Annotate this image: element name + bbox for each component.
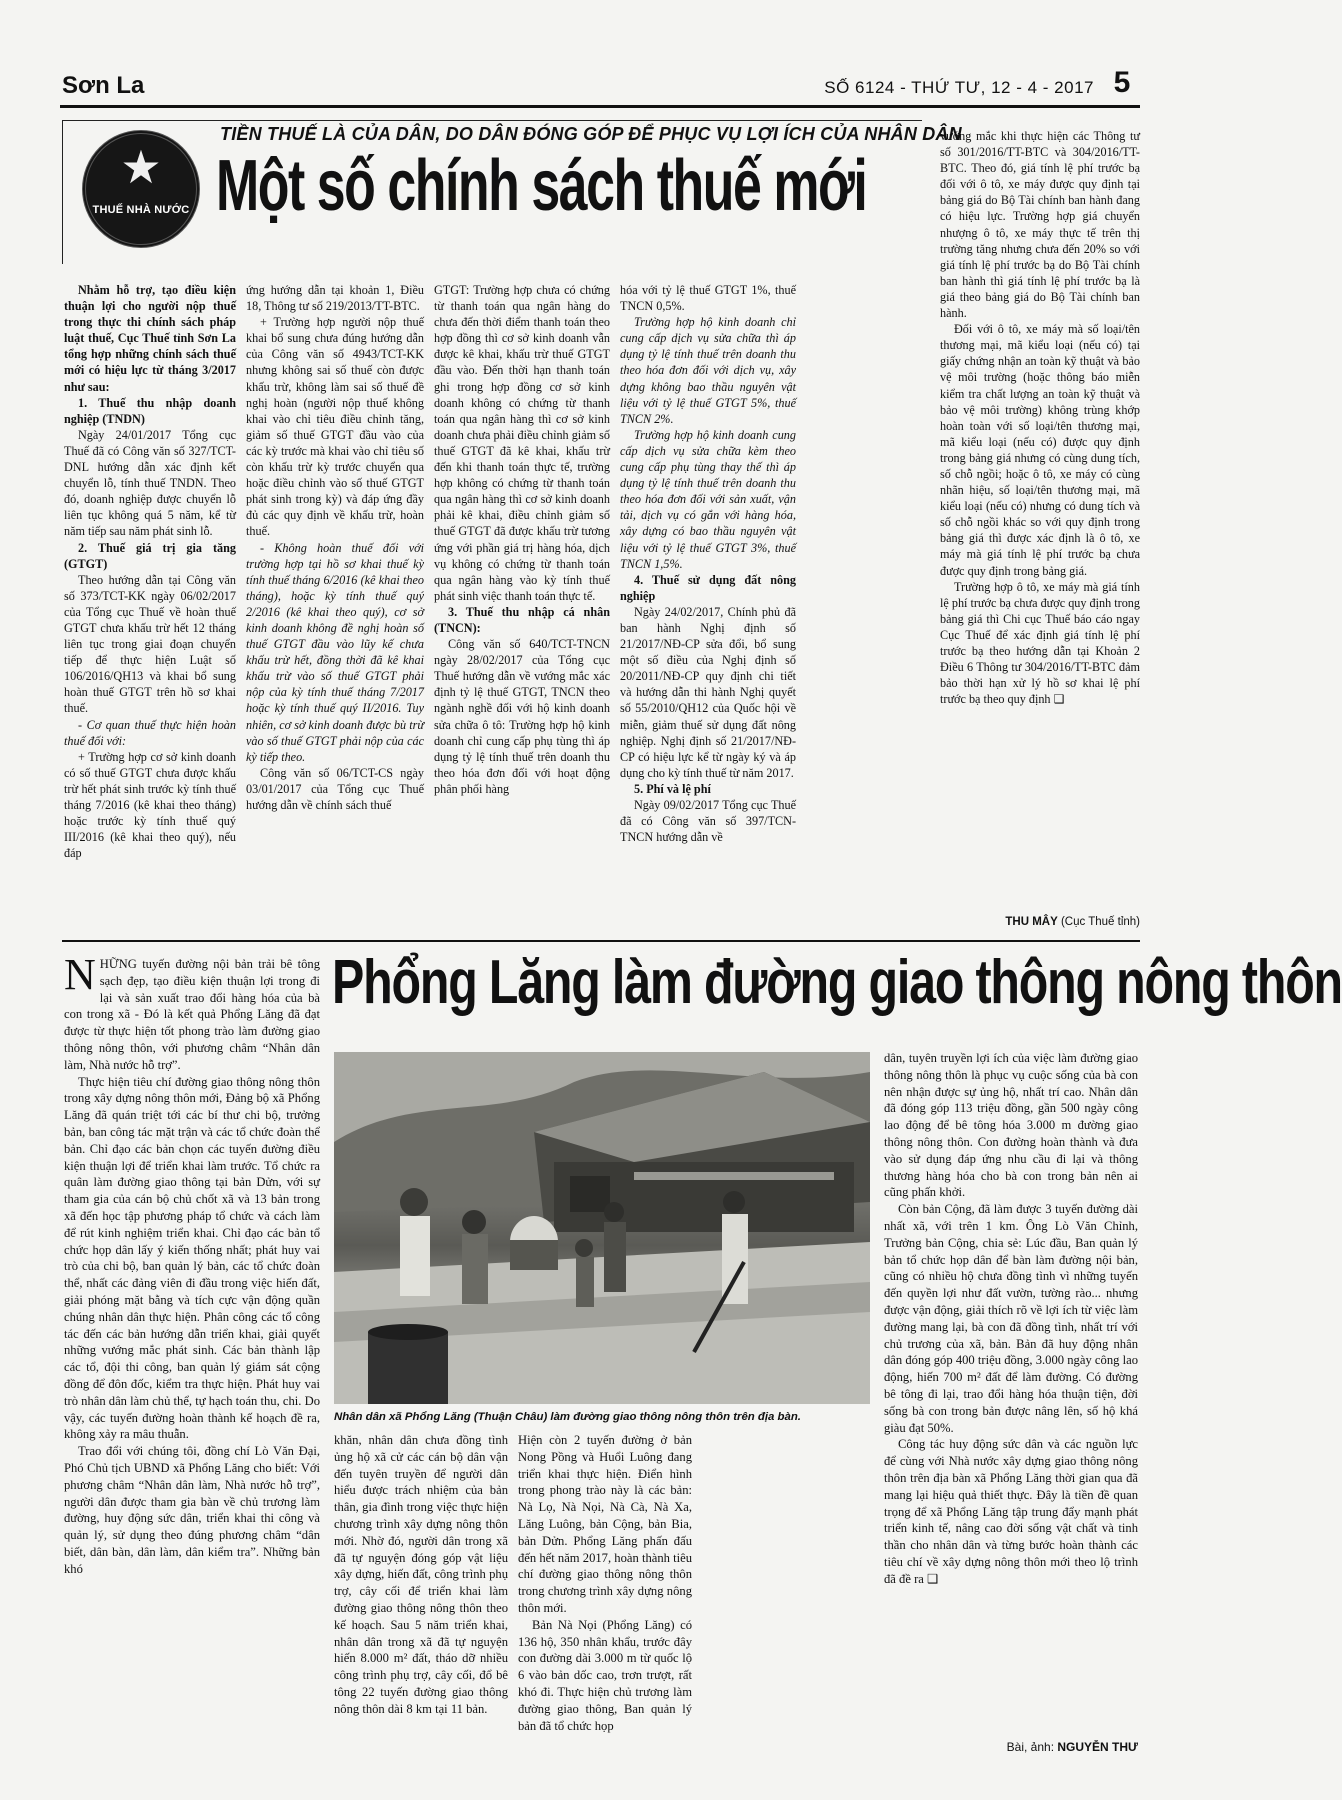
article1-paragraph: + Trường hợp cơ sở kinh doanh có số thuế GTGT chưa được khấu trừ hết phát sinh trước kỳ tính thuế tháng 7/2016 (kê khai theo tháng) hoặc trước kỳ tính thuế quý III/2016 (kê khai theo quý), nếu đáp (64, 749, 236, 861)
article1-paragraph: Ngày 24/02/2017, Chính phủ đã ban hành Nghị định số 21/2017/NĐ-CP sửa đổi, bổ sung một số điều của Nghị định số 20/2011/NĐ-CP quy định chi tiết và hướng dẫn thi hành Nghị quyết số 55/2010/QH12 của Quốc hội về miễn, giảm thuế sử dụng đất nông nghiệp. Nghị định số 21/2017/NĐ-CP có hiệu lực kể từ ngày ký và áp dụng cho kỳ tính thuế từ năm 2017. (620, 604, 796, 780)
article1-column-4 (620, 282, 796, 914)
article1-byline-org: (Cục Thuế tỉnh) (1057, 916, 1140, 928)
article1-paragraph: Trường hợp hộ kinh doanh cung cấp dịch vụ sửa chữa kèm theo cung cấp phụ tùng thay thế thì áp dụng tỷ lệ tính thuế trên doanh thu theo hóa đơn đối với sản xuất, vận tải, dịch vụ có gắn với hàng hóa, xây dựng có bao thầu nguyên vật liệu với tỷ lệ thuế GTGT 3%, thuế TNCN 1,5%. (620, 427, 796, 571)
article2-column-4 (884, 1050, 1138, 1736)
badge-text: THUẾ NHÀ NƯỚC (92, 204, 190, 216)
article1-paragraph: Ngày 24/01/2017 Tổng cục Thuế đã có Công văn số 327/TCT-DNL hướng dẫn xác định kết chuyển lỗ, tính thuế TNDN. Theo đó, doanh nghiệp được chuyển lỗ liên tục không quá 5 năm, kể từ năm tiếp sau năm phát sinh lỗ. (64, 427, 236, 539)
article2-paragraph: Công tác huy động sức dân và các nguồn lực để cùng với Nhà nước xây dựng giao thông nông thôn trên địa bàn xã Phổng Lăng thời gian qua đã mang lại hiệu quả thiết thực. Đây là tiền đề quan trọng để xã Phổng Lăng tập trung đẩy mạnh phát triển kinh tế, nâng cao đời sống vật chất và tinh thần cho nhân dân và từng bước hoàn thành các tiêu chí về xây dựng nông thôn mới theo lộ trình đã đề ra ❑ (884, 1437, 1138, 1586)
article2-paragraph: Còn bản Cộng, đã làm được 3 tuyến đường dài nhất xã, với trên 1 km. Ông Lò Văn Chỉnh, Trưởng bản Cộng, chia sẻ: Lúc đầu, Ban quản lý bản tổ chức họp dân để bàn làm đường nội bản, cũng có nhiều hộ chưa đồng tình vì những tuyến đến quyền lợi như đất vườn, tường rào... nhưng được vận động, giải thích rõ về lợi ích từ việc làm đường mang lại, bà con đã đồng tình, nhất trí với chủ trương của xã, bản. Bản đã huy động nhân dân đóng góp 400 triệu đồng, 3.000 ngày công lao động, hiến 700 m² đất để làm đường. Có đường bê tông đi lại, trao đổi hàng hóa thuận tiện, đời sống bà con trong bản được nâng lên, số hộ khá giàu đạt 50%. (884, 1202, 1138, 1435)
article1-column-3 (434, 282, 610, 914)
article1-paragraph: vướng mắc khi thực hiện các Thông tư số 301/2016/TT-BTC và 304/2016/TT-BTC. Theo đó, giá tính lệ phí trước bạ đối với ô tô, xe máy được quy định tại bảng giá do Bộ Tài chính ban hành đang có hiệu lực. Trường hợp giá chuyển nhượng ô tô, xe máy thực tế trên thị trường tăng nhưng chưa đến 20% so với giá tính lệ phí trước bạ do Bộ Tài chính ban hành thì giá tính lệ phí trước bạ là giá theo bảng giá do Bộ Tài chính ban hành. (940, 129, 1140, 321)
article1-subhead: 4. Thuế sử dụng đất nông nghiệp (620, 572, 796, 603)
article2-column-2 (334, 1432, 508, 1736)
page-number: 5 (1113, 66, 1131, 99)
masthead (60, 66, 1140, 108)
issue-line: SỐ 6124 - THỨ TƯ, 12 - 4 - 2017 (824, 78, 1094, 97)
article2-column-3 (518, 1432, 692, 1736)
article-divider (62, 940, 1140, 942)
article2-paragraph: Hiện còn 2 tuyến đường ở bản Nong Pồng và Huổi Luông đang triển khai thực hiện. Điển hình trong phong trào này là các bản: Nà Lọ, Nà Nọi, Nà Cà, Nà Xa, Lăng Luông, bản Cộng, bản Bia, bản Dửn. Phổng Lăng phấn đấu đến hết năm 2017, hoàn thành tiêu chí đường giao thông nông thôn trong chương trình xây dựng nông thôn mới. (518, 1433, 692, 1615)
article1-paragraph: Trường hợp hộ kinh doanh chỉ cung cấp dịch vụ sửa chữa thì áp dụng tỷ lệ tính thuế trên doanh thu theo hóa đơn đối với dịch vụ, xây dựng không bao thầu nguyên vật liệu với tỷ lệ thuế GTGT 5%, thuế TNCN 2%. (620, 315, 796, 426)
star-icon: ★ (120, 140, 162, 194)
article1-byline (900, 916, 1140, 928)
article1-paragraph: hóa với tỷ lệ thuế GTGT 1%, thuế TNCN 0,5%. (620, 283, 796, 314)
article1-paragraph: Công văn số 640/TCT-TNCN ngày 28/02/2017 của Tổng cục Thuế hướng dẫn về vướng mắc xác định tỷ lệ thuế GTGT, TNCN theo ngành nghề đối với hộ kinh doanh sửa chữa ô tô: Trường hợp hộ kinh doanh chỉ cung cấp phụ tùng thì áp dụng tỷ lệ tính thuế trên doanh thu theo hóa đơn đối với hoạt động phân phối hàng (434, 637, 610, 796)
photo-caption: Nhân dân xã Phổng Lăng (Thuận Châu) làm đường giao thông nông thôn trên địa bàn. (334, 1411, 801, 1423)
article1-subhead: 5. Phí và lệ phí (634, 781, 711, 796)
article1-paragraph: Đối với ô tô, xe máy mà số loại/tên thương mại, mã kiểu loại (nếu có) tại giấy chứng nhận an toàn kỹ thuật và bảo vệ môi trường (hoặc thông báo miễn kiểm tra chất lượng an toàn kỹ thuật và bảo vệ môi trường) không trùng khớp hoàn toàn với số loại/tên thương mại, mã kiểu loại (nếu có) được quy định trong bảng giá nhưng có cùng dung tích, số chỗ ngồi; hoặc ô tô, xe máy có cùng nhãn hiệu, số loại/tên thương mại, mã kiểu loại (nếu có) nhưng có dung tích và số chỗ ngồi khác so với quy định trong bảng giá thì được xác định là ô tô, xe máy mà giá tính lệ phí trước bạ chưa được quy định trong bảng giá. (940, 322, 1140, 578)
article1-column-1 (64, 282, 236, 914)
article1-paragraph: Ngày 09/02/2017 Tổng cục Thuế đã có Công văn số 397/TCN-TNCN hướng dẫn về (620, 798, 796, 845)
article2-byline-author: NGUYỄN THƯ (1057, 1740, 1138, 1754)
article1-lead: Nhằm hỗ trợ, tạo điều kiện thuận lợi cho người nộp thuế trong thực thi chính sách pháp luật thuế, Cục Thuế tỉnh Sơn La tổng hợp những chính sách thuế mới có hiệu lực từ tháng 3/2017 như sau: (64, 283, 236, 394)
article1-headline: Một số chính sách thuế mới (216, 146, 867, 226)
article2-paragraph: Trao đổi với chúng tôi, đồng chí Lò Văn Đại, Phó Chủ tịch UBND xã Phổng Lăng cho biết: Với phương châm “Nhân dân làm, Nhà nước hỗ trợ”, người dân được tham gia bàn về chủ trương làm đường, huy động sức dân, triển khai thi công và quản lý, sử dụng theo đúng phương châm “dân biết, dân bàn, dân làm, dân kiểm tra”. Những bản khó (64, 1444, 320, 1576)
article1-paragraph: + Trường hợp người nộp thuế khai bổ sung chưa đúng hướng dẫn của Công văn số 4943/TCT-KK nhưng không sai số thuế còn được khấu trừ, không làm sai số thuế đề nghị hoàn (người nộp thuế không khai vào chỉ tiêu điều chỉnh tăng, giảm số thuế GTGT đầu vào của các kỳ trước mà khai vào chỉ tiêu số còn khấu trừ kỳ trước chuyển qua hoặc điều chỉnh vào số thuế GTGT phát sinh trong kỳ) và đáp ứng đầy đủ các quy định về khấu trừ, hoàn thuế. (246, 315, 424, 539)
dropcap: N (64, 950, 96, 999)
article2-column-1 (64, 950, 320, 1736)
article1-paragraph: - Không hoàn thuế đối với trường hợp tại hồ sơ khai thuế kỳ tính thuế tháng 6/2016 (kê khai theo tháng), hoặc kỳ tính thuế quý 2/2016 (kê khai theo quý), cơ sở kinh doanh không đề nghị hoàn số thuế GTGT đầu vào lũy kế chưa khấu trừ hết, đồng thời đã kê khai khấu trừ vào số thuế GTGT phải nộp của kỳ tính thuế tháng 7/2017 hoặc kỳ tính thuế quý II/2016. Tuy nhiên, cơ sở kinh doanh được bù trừ vào số thuế GTGT phải nộp của các kỳ tiếp theo. (246, 540, 424, 764)
article2-paragraph: Bản Nà Nọi (Phổng Lăng) có 136 hộ, 350 nhân khẩu, trước đây con đường dài 3.000 m từ quốc lộ 6 vào bản dốc cao, trơn trượt, rất khó đi. Thực hiện chủ trương làm đường giao thông, Ban quản lý bản đã tổ chức họp (518, 1617, 692, 1733)
article2-paragraph: Thực hiện tiêu chí đường giao thông nông thôn trong xây dựng nông thôn mới, Đảng bộ xã Phổng Lăng đã quán triệt tới các bí thư chi bộ, trưởng bản, ban công tác mặt trận và các tổ chức đoàn thể bản. Chỉ đạo các bản chọn các tuyến đường điều kiện thuận lợi để triển khai làm trước. Tổ chức ra quân làm đường giao thông tại bản Dửn, với sự tham gia của cán bộ chủ chốt xã và 13 bản trong xã đến học tập phương pháp tổ chức và cách làm để rút kinh nghiệm triển khai. Chỉ đạo các bản tổ chức họp dân lấy ý kiến thống nhất; phát huy vai trò của chi bộ, ban quản lý bản, các tổ chức đoàn thể, nhất các đảng viên đi đầu trong việc hiến đất, giải phóng mặt bằng và tích cực vận động quần chúng nhân dân thực hiện. Phân công các tổ công tác đến các bản hướng dẫn triển khai, giải quyết những vướng mắc phát sinh. Các bản thành lập các tổ, đội thi công, ban quản lý giám sát cộng đồng để đôn đốc, kiểm tra thực hiện. Phát huy vai trò nhân dân làm chủ thể, tự hạch toán thu, chi. Do vậy, các tuyến đường hoàn thành kế hoạch đề ra, không xảy ra mâu thuẫn. (64, 1074, 320, 1442)
article1-paragraph: Trường hợp ô tô, xe máy mà giá tính lệ phí trước bạ chưa được quy định trong bảng giá thì Chi cục Thuế báo cáo ngay Cục Thuế để xác định giá tính lệ phí trước bạ theo hướng dẫn tại Khoản 2 Điều 6 Thông tư 304/2016/TT-BTC đảm bảo thời hạn xử lý hồ sơ khai lệ phí trước bạ theo quy định ❑ (940, 579, 1140, 707)
article1-column-5 (940, 128, 1140, 908)
article2-headline: Phổng Lăng làm đường giao thông nông thôn (332, 948, 1342, 1017)
article1-paragraph: - Cơ quan thuế thực hiện hoàn thuế đối với: (64, 717, 236, 748)
article1-paragraph: Theo hướng dẫn tại Công văn số 373/TCT-KK ngày 06/02/2017 của Tổng cục Thuế về hoàn thuế GTGT chưa khấu trừ hết 12 tháng liên tục trong giai đoạn chuyển tiếp để thực hiện Luật số 106/2016/QH13 và khai bổ sung hoàn thuế GTGT trên hồ sơ khai thuế. (64, 572, 236, 716)
article1-subhead: 2. Thuế giá trị gia tăng (GTGT) (64, 540, 236, 571)
article1-column-2 (246, 282, 424, 914)
article2-lead-text: HỮNG tuyến đường nội bản trải bê tông sạch đẹp, tạo điều kiện thuận lợi trong đi lại và sản xuất trao đổi hàng hóa của bà con trong xã - Đó là kết quả Phổng Lăng đã đạt được từ thực hiện tốt phong trào làm đường giao thông nông thôn, với phương châm “Nhân dân làm, Nhà nước hỗ trợ”. (64, 957, 320, 1072)
article2-paragraph: khăn, nhân dân chưa đồng tình ủng hộ xã cử các cán bộ dân vận đến tuyên truyền để người dân hiểu được trách nhiệm của bản thân, gia đình trong việc thực hiện chương trình xây dựng nông thôn mới. Nhờ đó, người dân trong xã đã tự nguyện đóng góp vật liệu xây dựng, hiến đất, công trình phụ trợ, cây cối để triển khai làm đường giao thông nông thôn theo kế hoạch. Sau 5 năm triển khai, nhân dân trong xã đã tự nguyện hiến 8.000 m² đất, tháo dỡ nhiều công trình phụ trợ, cây cối, đổ bê tông 22 tuyến đường giao thông nông thôn dài 8 km tại 11 bản. (334, 1433, 508, 1716)
article2-byline-prefix: Bài, ảnh: (1006, 1740, 1058, 1754)
article1-paragraph: GTGT: Trường hợp chưa có chứng từ thanh toán qua ngân hàng do chưa đến thời điểm thanh toán theo hợp đồng thì cơ sở kinh doanh vẫn được kê khai, khấu trừ thuế GTGT đầu vào. Đến thời hạn thanh toán ghi trong hợp đồng cơ sở kinh doanh không có chứng từ thanh toán qua ngân hàng thì cơ sở kinh doanh chưa phải điều chỉnh giảm số thuế GTGT đã kê khai, khấu trừ đến khi thanh toán thực tế, trường hợp không có chứng từ thanh toán qua ngân hàng thì cơ sở kinh doanh phải kê khai, điều chỉnh giảm số thuế GTGT đã được khấu trừ tương ứng với phần giá trị hàng hóa, dịch vụ không có chứng từ thanh toán qua ngân hàng vào kỳ tính thuế phát sinh việc thanh toán thực tế. (434, 283, 610, 603)
article1-byline-author: THU MÂY (1005, 916, 1058, 928)
article2-photo (334, 1052, 870, 1404)
article1-subhead: 3. Thuế thu nhập cá nhân (TNCN): (434, 604, 610, 635)
article2-byline (900, 1740, 1138, 1754)
section-name: Sơn La (62, 72, 145, 99)
article2-paragraph: dân, tuyên truyền lợi ích của việc làm đường giao thông nông thôn là phục vụ cuộc sống của bà con nên nhận được sự ủng hộ, nhất trí cao. Nhân dân đã đóng góp 113 triệu đồng, gần 500 ngày công lao động để bê tông hóa 3.000 m đường giao thông nông thôn. Con đường hoàn thành và đưa vào sử dụng đáp ứng nhu cầu đi lại và thông thương hàng hóa cho bà con trong bản nên ai cũng phấn khởi. (884, 1051, 1138, 1200)
article1-paragraph: Công văn số 06/TCT-CS ngày 03/01/2017 của Tổng cục Thuế hướng dẫn về chính sách thuế (246, 765, 424, 812)
road-construction-photo (334, 1052, 870, 1404)
article2-paragraph (64, 950, 320, 1074)
article1-kicker: TIỀN THUẾ LÀ CỦA DÂN, DO DÂN ĐÓNG GÓP ĐỂ PHỤC VỤ LỢI ÍCH CỦA NHÂN DÂN (220, 124, 962, 144)
tax-badge-logo (82, 130, 200, 248)
article1-paragraph: ứng hướng dẫn tại khoản 1, Điều 18, Thông tư số 219/2013/TT-BTC. (246, 283, 424, 314)
article1-subhead: 1. Thuế thu nhập doanh nghiệp (TNDN) (64, 395, 236, 426)
